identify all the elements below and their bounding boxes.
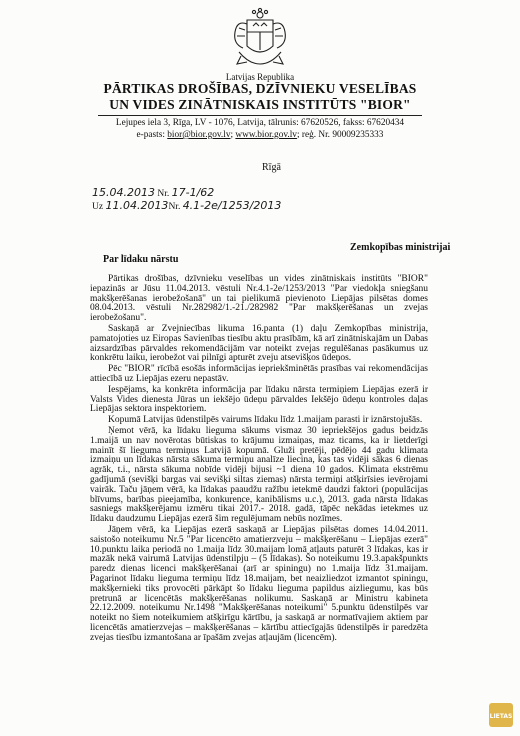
city-label: Rīgā: [262, 162, 281, 173]
subject-line: Par līdaku nārstu: [103, 254, 179, 265]
registration-number: ; reģ. Nr. 90009235333: [296, 130, 384, 140]
contact-separator: ;: [230, 130, 236, 140]
republic-label: Latvijas Republika: [225, 72, 295, 82]
contact-prefix: e-pasts:: [136, 130, 168, 140]
latvia-coat-of-arms-icon: [229, 6, 291, 72]
reference-block: [92, 187, 281, 213]
reply-to-date: 11.04.2013: [105, 199, 169, 212]
body-paragraph: Ņemot vērā, ka līdaku lieguma sākums vismaz 30 iepriekšējos gadus beidzās 1.maijā un nav novērotas būtiskas to krājumu izmaiņas, maz ticams, ka ir lietderīgi mainīt šī lieguma termiņus Latvijā kopumā. Gluži pretēji, pēdējo 44 gadu klimata izmaiņu un līdakas nārsta sākuma termiņu analīze liecina, kas tas vidēji sākas 6 dienas agrāk, t.i., nārsta sākuma nobīde vidēji bijusi ~1 diena 10 gados. Klimata ekstrēmu gadījumā (sevišķi bargas vai sevišķi siltas ziemas) nārsta termiņi atšķirīsies ievērojami vairāk. Taču jāņem vērā, ka līdakas paaudžu ražību ietekmē daudzi faktori (populācijas blīvums, barības pieejamība, konkurence, kanibālisms u.c.), 2013. gada nārsta līdakas sasniegs makšķerējamu izmēru tikai 2017.- 2018. gadā, tāpēc nekādas ietekmes uz līdaku daudzumu Liepājas ezerā šim regulējumam nebūs nozīmes.: [90, 425, 428, 525]
letter-number: 17-1/62: [171, 186, 215, 199]
reply-to-number: 4.1-2e/1253/2013: [182, 199, 282, 212]
email-link[interactable]: bior@bior.gov.lv: [167, 130, 231, 140]
body-paragraph: Pārtikas drošības, dzīvnieku veselības un vides zinātniskais institūts "BIOR" iepazinās ar Jūsu 11.04.2013. vēstuli Nr.4.1-2e/1253/2013 "Par viedokļa sniegšanu makšķerēšanas ierobežošanā" un tai pielikumā pievienoto Liepājas pilsētas domes 08.04.2013. vēstuli Nr.282982/1.-21./282982 "Par makšķerēšanas un zvejas ierobežošanu".: [90, 274, 428, 324]
letter-body: [90, 275, 428, 644]
institute-contacts: [0, 130, 520, 140]
header-divider: [98, 115, 422, 116]
letter-date: 15.04.2013: [92, 186, 155, 199]
institute-address: Lejupes iela 3, Rīga, LV - 1076, Latvija, tālrunis: 67620526, fakss: 67620434: [115, 118, 405, 128]
website-link[interactable]: www.bior.gov.lv: [235, 130, 297, 140]
institute-name-line1: PĀRTIKAS DROŠĪBAS, DZĪVNIEKU VESELĪBAS: [103, 81, 417, 96]
body-paragraph: Pēc "BIOR" rīcībā esošās informācijas iepriekšminētās prasības vai rekomendācijas attiecībā uz Liepājas ezeru nepastāv.: [90, 364, 428, 384]
institute-name-line2: UN VIDES ZINĀTNISKAIS INSTITŪTS "BIOR": [109, 97, 411, 112]
body-paragraph: Saskaņā ar Zvejniecības likuma 16.panta (1) daļu Zemkopības ministrija, pamatojoties uz Eiropas Savienības tiesību aktu prasībām, kā arī zinātniskajām un Dabas aizsardzības pārvaldes rekomendācijām var noteikt zvejas regulēšanas pasākumus uz konkrētu laiku, ierobežot vai pilnīgi apturēt zveju atsevišķos ūdeņos.: [90, 323, 428, 364]
recipient: Zemkopības ministrijai: [350, 242, 451, 253]
number-label: Nr.: [157, 189, 170, 199]
body-paragraph: Jāņem vērā, ka Liepājas ezerā saskaņā ar Liepājas pilsētas domes 14.04.2011. saistošo noteikumu Nr.5 "Par licencēto amatierzveju – makšķerēšanu – Liepājas ezerā" 10.punktu laika periodā no 1.maija līdz 30.maijam lomā atļauts paturēt 3 līdakas, kas ir mazāk nekā vairumā Latvijas ūdenstilpju – (5 līdakas). Šo noteikumu 19.3.apakšpunkts paredz dienas licenci makšķerēšanai (arī ar spiningu) no 1.maija līdz 31.maijam. Pagarinot līdaku lieguma termiņu līdz 18.maijam, bet neaizliedzot izmantot spiningu, makšķernieki tiks provocēti pārkāpt šo līdaku lieguma papildus aizliegumu, kas būs pretrunā ar licencētās makšķerēšanas nolikumu. Saskaņā ar Ministru kabineta 22.12.2009. noteikumu Nr.1498 "Makšķerēšanas noteikumi" 5.punktu ūdenstilpēs var noteikt no šiem noteikumiem atšķirīgu kārtību, ja saskaņā ar normatīvajiem aktiem par licencētās amatierzvejas – makšķerēšanas – kārtību attiecīgajās ūdenstilpēs ir paredzēta zvejas tiesību izmantošana ar īpašām zvejas atļaujām (licencēm).: [90, 524, 428, 643]
stamp-text: LIETAS: [489, 713, 513, 720]
lietas-stamp-logo: [488, 702, 514, 728]
reply-to-label: Uz: [92, 202, 104, 212]
body-paragraph: Kopumā Latvijas ūdenstilpēs vairums līdaku līdz 1.maijam parasti ir iznārstojušās.: [108, 415, 423, 426]
body-paragraph: Iespējams, ka konkrēta informācija par līdaku nārsta termiņiem Liepājas ezerā ir Valsts Vides dienesta Jūras un iekšējo ūdeņu pārvaldes Iekšējo ūdeņu kontroles daļas Liepājas sektora inspektoriem.: [90, 384, 428, 415]
reply-number-label: Nr.: [168, 202, 181, 212]
